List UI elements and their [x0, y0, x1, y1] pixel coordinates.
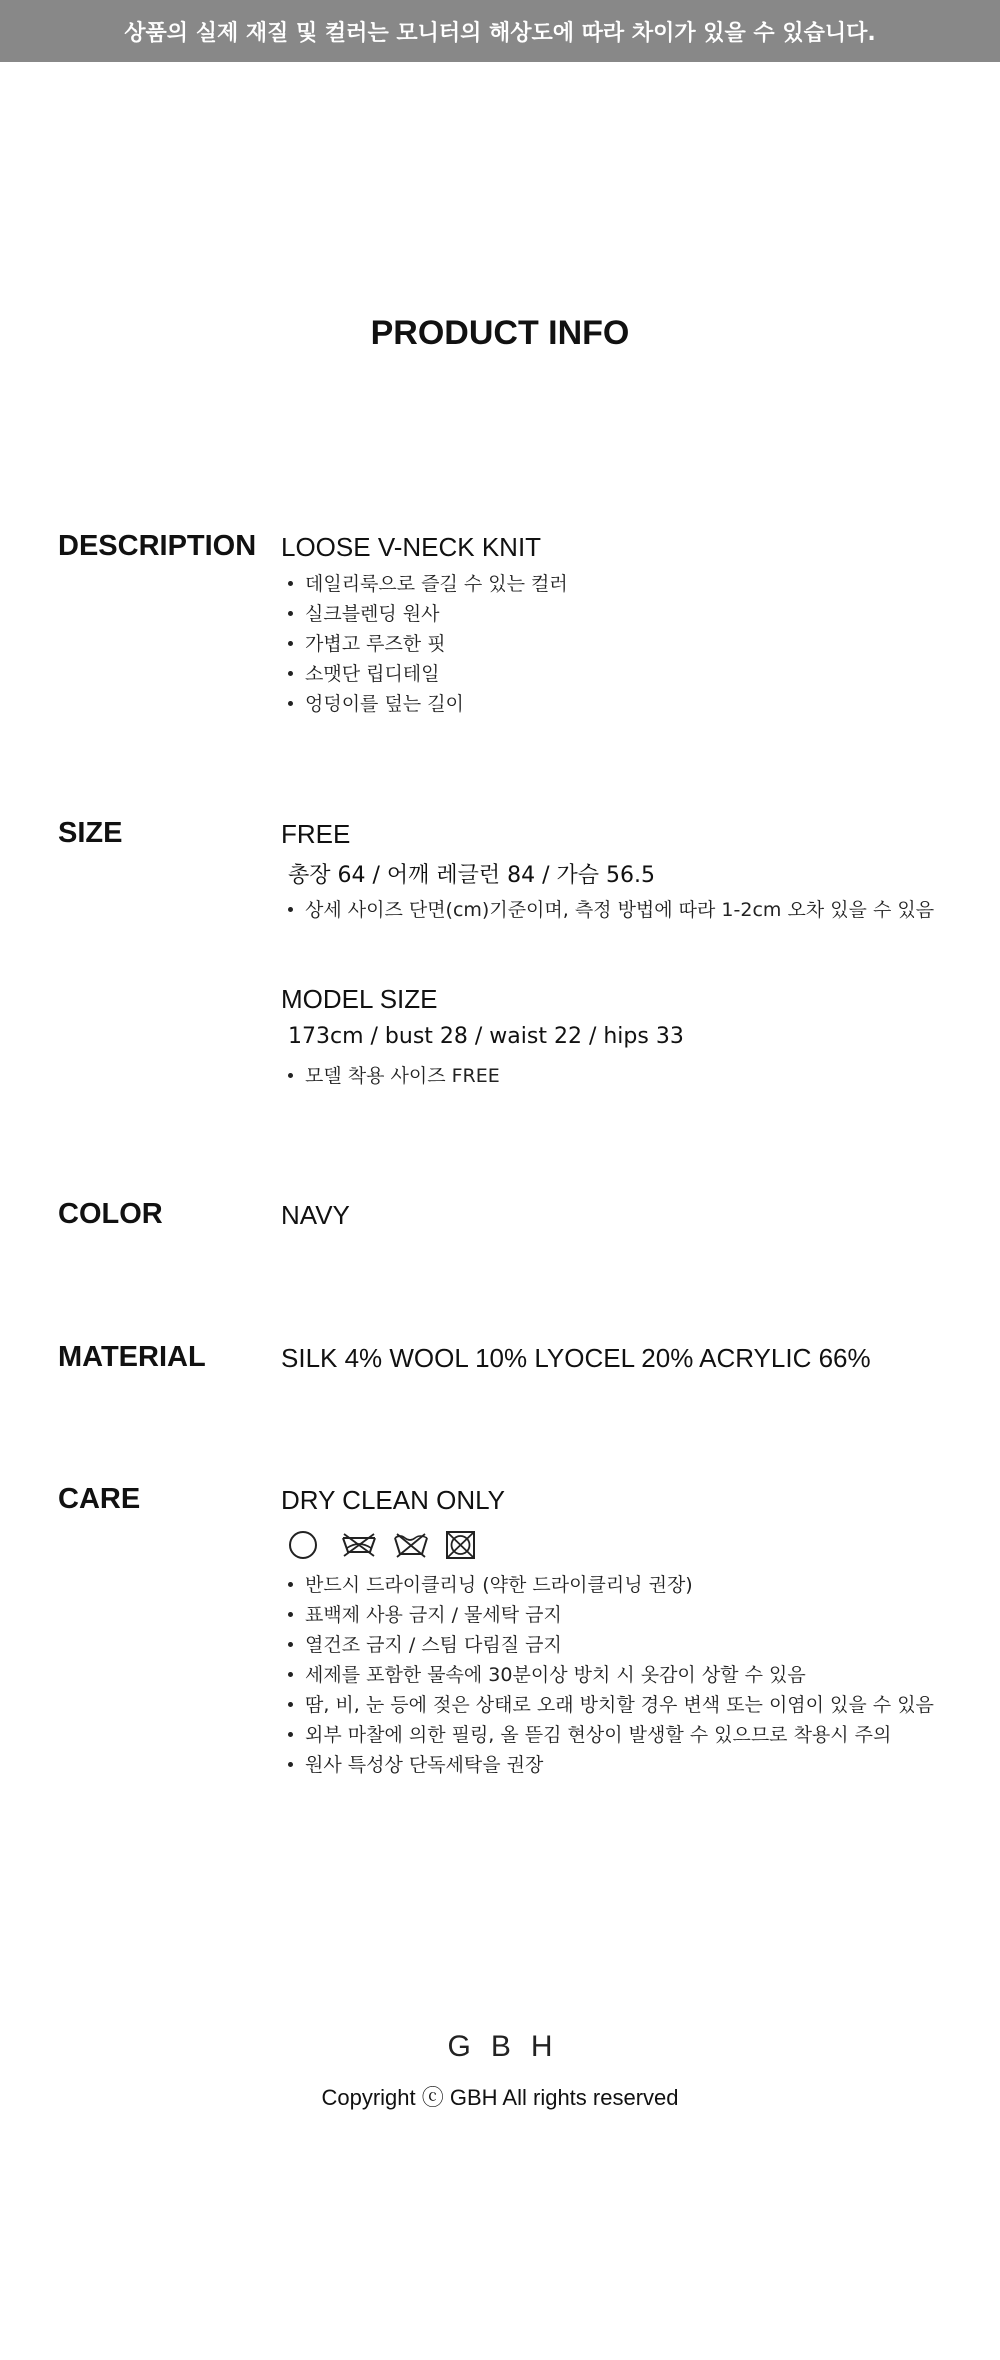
list-item: 실크블렌딩 원사 [288, 599, 568, 629]
copyright-text: Copyright ⓒ GBH All rights reserved [321, 2085, 679, 2110]
list-item: 가볍고 루즈한 핏 [288, 629, 568, 659]
description-label: DESCRIPTION [58, 530, 257, 562]
bullet-icon [288, 641, 293, 646]
material-label: MATERIAL [58, 1341, 206, 1373]
bullet-icon [288, 1612, 293, 1617]
bullet-icon [288, 1642, 293, 1647]
list-item: 표백제 사용 금지 / 물세탁 금지 [288, 1600, 934, 1630]
bullet-icon [288, 671, 293, 676]
list-item: 열건조 금지 / 스팀 다림질 금지 [288, 1630, 934, 1660]
description-list [288, 569, 568, 719]
notice-text: 상품의 실제 재질 및 컬러는 모니터의 해상도에 따라 차이가 있을 수 있습니다. [124, 20, 876, 46]
care-icons [288, 1530, 478, 1560]
bullet-icon [288, 1732, 293, 1737]
color-label: COLOR [58, 1198, 163, 1230]
model-notes [288, 1061, 500, 1091]
color-value: NAVY [281, 1200, 350, 1230]
no-wash-icon [392, 1530, 426, 1560]
list-item: 세제를 포함한 물속에 30분이상 방치 시 옷감이 상할 수 있음 [288, 1660, 934, 1690]
size-label: SIZE [58, 817, 123, 849]
bullet-icon [288, 1672, 293, 1677]
bullet-icon [288, 907, 293, 912]
material-value: SILK 4% WOOL 10% LYOCEL 20% ACRYLIC 66% [281, 1343, 871, 1373]
bullet-icon [288, 581, 293, 586]
model-size-heading: MODEL SIZE [281, 984, 438, 1014]
list-item: 데일리룩으로 즐길 수 있는 컬러 [288, 569, 568, 599]
bullet-icon [288, 611, 293, 616]
size-heading: FREE [281, 819, 351, 849]
bullet-icon [288, 1762, 293, 1767]
bullet-icon [288, 1073, 293, 1078]
list-item: 반드시 드라이클리닝 (약한 드라이클리닝 권장) [288, 1570, 934, 1600]
page-title: PRODUCT INFO [370, 314, 630, 352]
care-label: CARE [58, 1483, 141, 1515]
dry-clean-icon [288, 1530, 322, 1560]
care-instructions [288, 1570, 934, 1780]
bullet-icon [288, 701, 293, 706]
list-item: 소맷단 립디테일 [288, 659, 568, 689]
bullet-icon [288, 1582, 293, 1587]
size-measurements: 총장 64 / 어깨 레글런 84 / 가슴 56.5 [288, 863, 656, 888]
brand-logo: GBH [447, 2030, 573, 2063]
list-item: 원사 특성상 단독세탁을 권장 [288, 1750, 934, 1780]
list-item: 엉덩이를 덮는 길이 [288, 689, 568, 719]
list-item: 모델 착용 사이즈 FREE [288, 1061, 500, 1091]
no-tumble-dry-icon [444, 1530, 478, 1560]
list-item: 땀, 비, 눈 등에 젖은 상태로 오래 방치할 경우 변색 또는 이염이 있을 수 있음 [288, 1690, 934, 1720]
care-heading: DRY CLEAN ONLY [281, 1485, 505, 1515]
no-bleach-icon [340, 1530, 374, 1560]
list-item: 상세 사이즈 단면(cm)기준이며, 측정 방법에 따라 1-2cm 오차 있을 수 있음 [288, 895, 934, 925]
model-measurements: 173cm / bust 28 / waist 22 / hips 33 [288, 1024, 684, 1049]
list-item: 외부 마찰에 의한 필링, 올 뜯김 현상이 발생할 수 있으므로 착용시 주의 [288, 1720, 934, 1750]
description-heading: LOOSE V-NECK KNIT [281, 532, 542, 562]
notice-banner [0, 0, 1000, 62]
bullet-icon [288, 1702, 293, 1707]
size-notes [288, 895, 934, 925]
